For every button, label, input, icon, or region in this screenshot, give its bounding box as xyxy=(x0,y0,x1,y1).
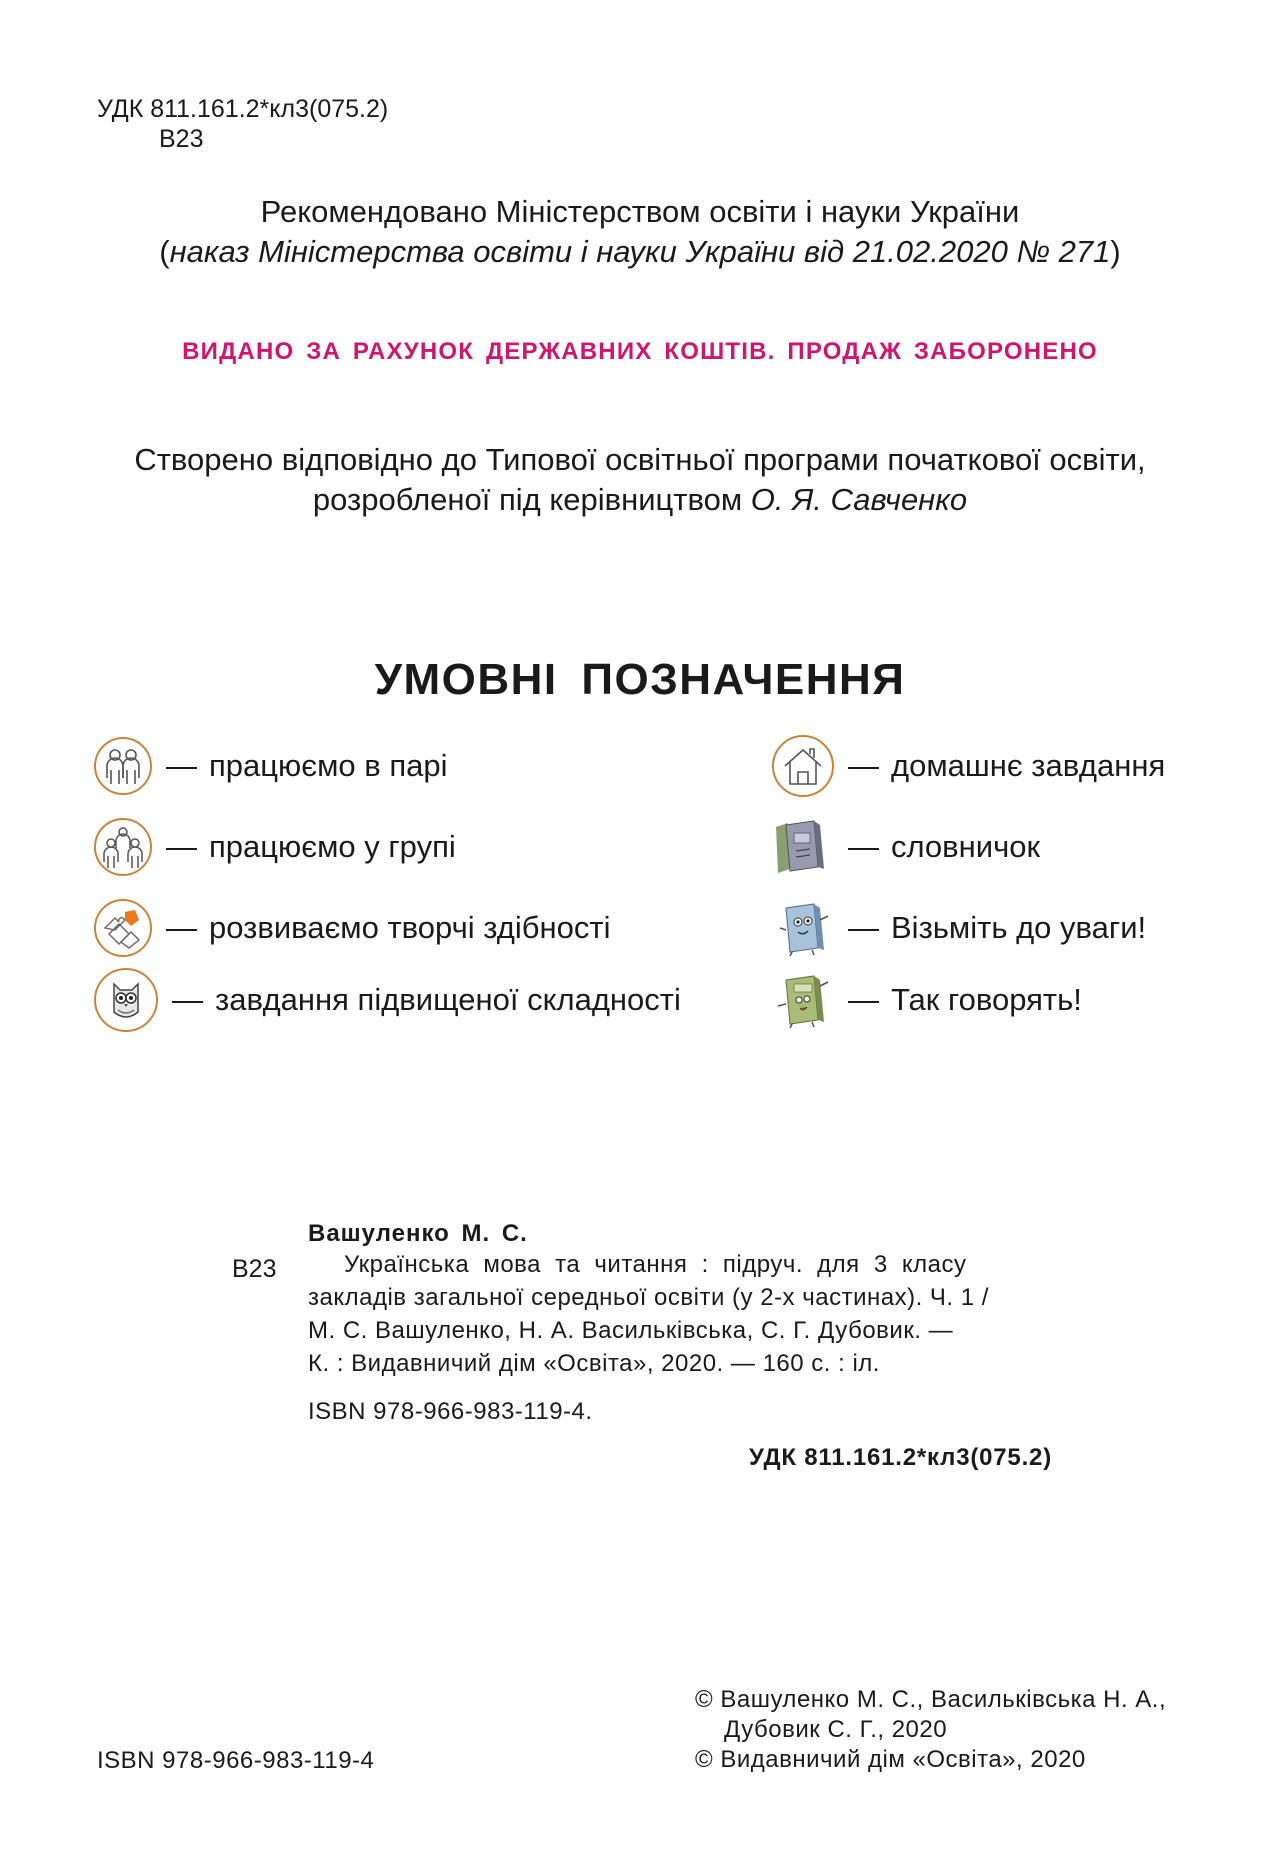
legend-label: працюємо у групі xyxy=(209,829,456,864)
program-line: Створено відповідно до Типової освітньої програми початкової освіти, xyxy=(134,442,1146,477)
legend-right-column xyxy=(772,734,1165,1032)
legend-dash: — xyxy=(848,910,879,945)
legend-label: завдання підвищеної складності xyxy=(215,982,681,1017)
legend-item xyxy=(94,734,681,798)
supervisor-line xyxy=(0,480,1280,520)
program-note xyxy=(0,440,1280,520)
legend-dash: — xyxy=(848,829,879,864)
copyright-publisher: © Видавничий дім «Освіта», 2020 xyxy=(695,1746,1086,1773)
bib-line: К. : Видавничий дім «Освіта», 2020. — 160 с. : іл. xyxy=(308,1350,880,1377)
bib-index: В23 xyxy=(232,1255,277,1283)
puzzle-icon xyxy=(94,899,152,957)
owl-icon xyxy=(94,968,158,1032)
bibliographic-record xyxy=(232,1220,1052,1472)
attention-book-icon xyxy=(772,896,834,960)
legend-dash: — xyxy=(172,982,203,1017)
saying-book-icon xyxy=(772,968,834,1032)
order-line xyxy=(0,232,1280,272)
legend-item xyxy=(94,968,681,1032)
legend-item xyxy=(772,734,1165,798)
legend-label: працюємо в парі xyxy=(209,748,448,783)
udk-code: УДК 811.161.2*кл3(075.2) xyxy=(97,95,389,123)
copyright-authors: © Вашуленко М. С., Васильківська Н. А., xyxy=(695,1686,1167,1713)
supervisor-name: О. Я. Савченко xyxy=(750,482,968,517)
copyright-authors-cont: Дубовик С. Г., 2020 xyxy=(724,1716,948,1743)
legend-label: Візьміть до уваги! xyxy=(891,910,1147,945)
legend-label: словничок xyxy=(891,829,1041,864)
legend-dash: — xyxy=(166,748,197,783)
isbn-footer: ISBN 978-966-983-119-4 xyxy=(97,1747,375,1774)
legend-item xyxy=(772,968,1165,1032)
bib-line: М. С. Вашуленко, Н. А. Васильківська, С. Г. Дубовик. — xyxy=(308,1317,954,1344)
legend-item xyxy=(94,815,681,879)
recommendation-block xyxy=(0,192,1280,272)
group-work-icon xyxy=(94,818,152,876)
state-funded-notice: ВИДАНО ЗА РАХУНОК ДЕРЖАВНИХ КОШТІВ. ПРОДАЖ ЗАБОРОНЕНО xyxy=(182,338,1098,365)
pair-work-icon xyxy=(94,737,152,795)
legend-left-column xyxy=(94,734,681,1032)
bib-isbn: ISBN 978-966-983-119-4. xyxy=(308,1398,593,1425)
legend-label: домашнє завдання xyxy=(891,748,1166,783)
open-paren: ( xyxy=(159,234,170,269)
recommendation-line: Рекомендовано Міністерством освіти і науки України xyxy=(260,194,1020,229)
legend-item xyxy=(772,815,1165,879)
legend-label: розвиваємо творчі здібності xyxy=(209,910,611,945)
udk-header xyxy=(97,94,388,154)
legend-title: УМОВНІ ПОЗНАЧЕННЯ xyxy=(374,655,906,704)
bib-author: Вашуленко М. С. xyxy=(308,1220,528,1247)
dictionary-book-icon xyxy=(772,815,834,879)
legend-dash: — xyxy=(848,748,879,783)
supervisor-prefix: розробленої під керівництвом xyxy=(312,482,751,517)
legend-dash: — xyxy=(166,829,197,864)
bib-line: закладів загальної середньої освіти (у 2-х частинах). Ч. 1 / xyxy=(308,1284,989,1311)
house-icon xyxy=(772,735,834,797)
order-text: наказ Міністерства освіти і науки України від 21.02.2020 № 271 xyxy=(169,234,1111,269)
legend-label: Так говорять! xyxy=(891,982,1082,1017)
legend-dash: — xyxy=(848,982,879,1017)
legend-dash: — xyxy=(166,910,197,945)
author-index: В23 xyxy=(159,125,204,153)
bib-udk: УДК 811.161.2*кл3(075.2) xyxy=(748,1444,1052,1471)
bib-line: Українська мова та читання : підруч. для 3 класу xyxy=(344,1251,967,1278)
legend-item xyxy=(94,896,681,960)
legend-item xyxy=(772,896,1165,960)
close-paren: ) xyxy=(1110,234,1121,269)
copyright-block xyxy=(695,1685,1166,1775)
bib-description xyxy=(308,1248,1052,1380)
